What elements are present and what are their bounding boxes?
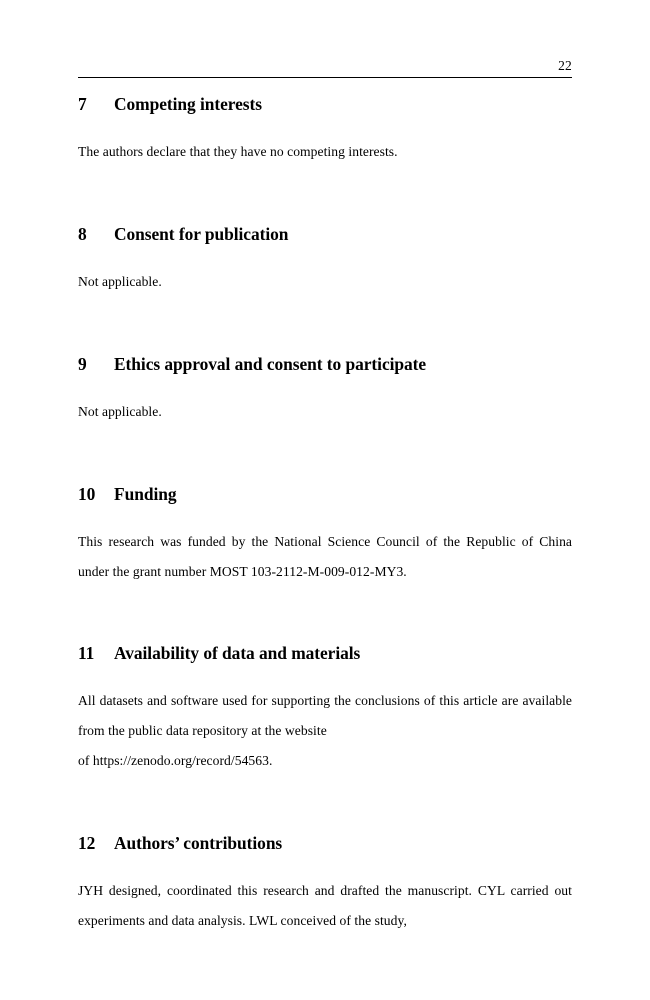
section-number: 7	[78, 94, 87, 114]
section-paragraph: All datasets and software used for supporting the conclusions of this article are available from the public data repository at the website	[78, 693, 572, 738]
section-heading	[78, 483, 572, 505]
section-number: 11	[78, 643, 95, 663]
section-number: 8	[78, 224, 87, 244]
section-ethics-approval	[78, 353, 572, 427]
header-rule-divider	[78, 77, 572, 78]
section-paragraph: JYH designed, coordinated this research and drafted the manuscript. CYL carried out experiments and data analysis. LWL conceived of the study,	[78, 883, 572, 928]
section-paragraph-continuation: of https://zenodo.org/record/54563.	[78, 753, 273, 768]
page-content	[78, 93, 572, 936]
section-consent-for-publication	[78, 223, 572, 297]
section-heading	[78, 223, 572, 245]
page-number: 22	[558, 58, 572, 73]
section-number: 9	[78, 354, 87, 374]
section-title: Funding	[114, 484, 177, 504]
section-heading	[78, 832, 572, 854]
section-title: Authors’ contributions	[114, 833, 283, 853]
page-header	[78, 58, 572, 78]
section-title: Ethics approval and consent to participate	[114, 354, 427, 374]
section-availability-of-data	[78, 642, 572, 776]
section-number: 10	[78, 484, 96, 504]
section-paragraph: Not applicable.	[78, 274, 162, 289]
section-authors-contributions	[78, 832, 572, 936]
section-competing-interests	[78, 93, 572, 167]
section-paragraph: The authors declare that they have no competing interests.	[78, 144, 398, 159]
section-title: Competing interests	[114, 94, 262, 114]
section-heading	[78, 93, 572, 115]
section-heading	[78, 642, 572, 664]
section-title: Consent for publication	[114, 224, 289, 244]
section-heading	[78, 353, 572, 375]
section-number: 12	[78, 833, 96, 853]
section-paragraph: This research was funded by the National Science Council of the Republic of China under the grant number MOST 103-2112-M-009-012-MY3.	[78, 534, 572, 579]
section-title: Availability of data and materials	[114, 643, 361, 663]
section-funding	[78, 483, 572, 587]
section-paragraph: Not applicable.	[78, 404, 162, 419]
